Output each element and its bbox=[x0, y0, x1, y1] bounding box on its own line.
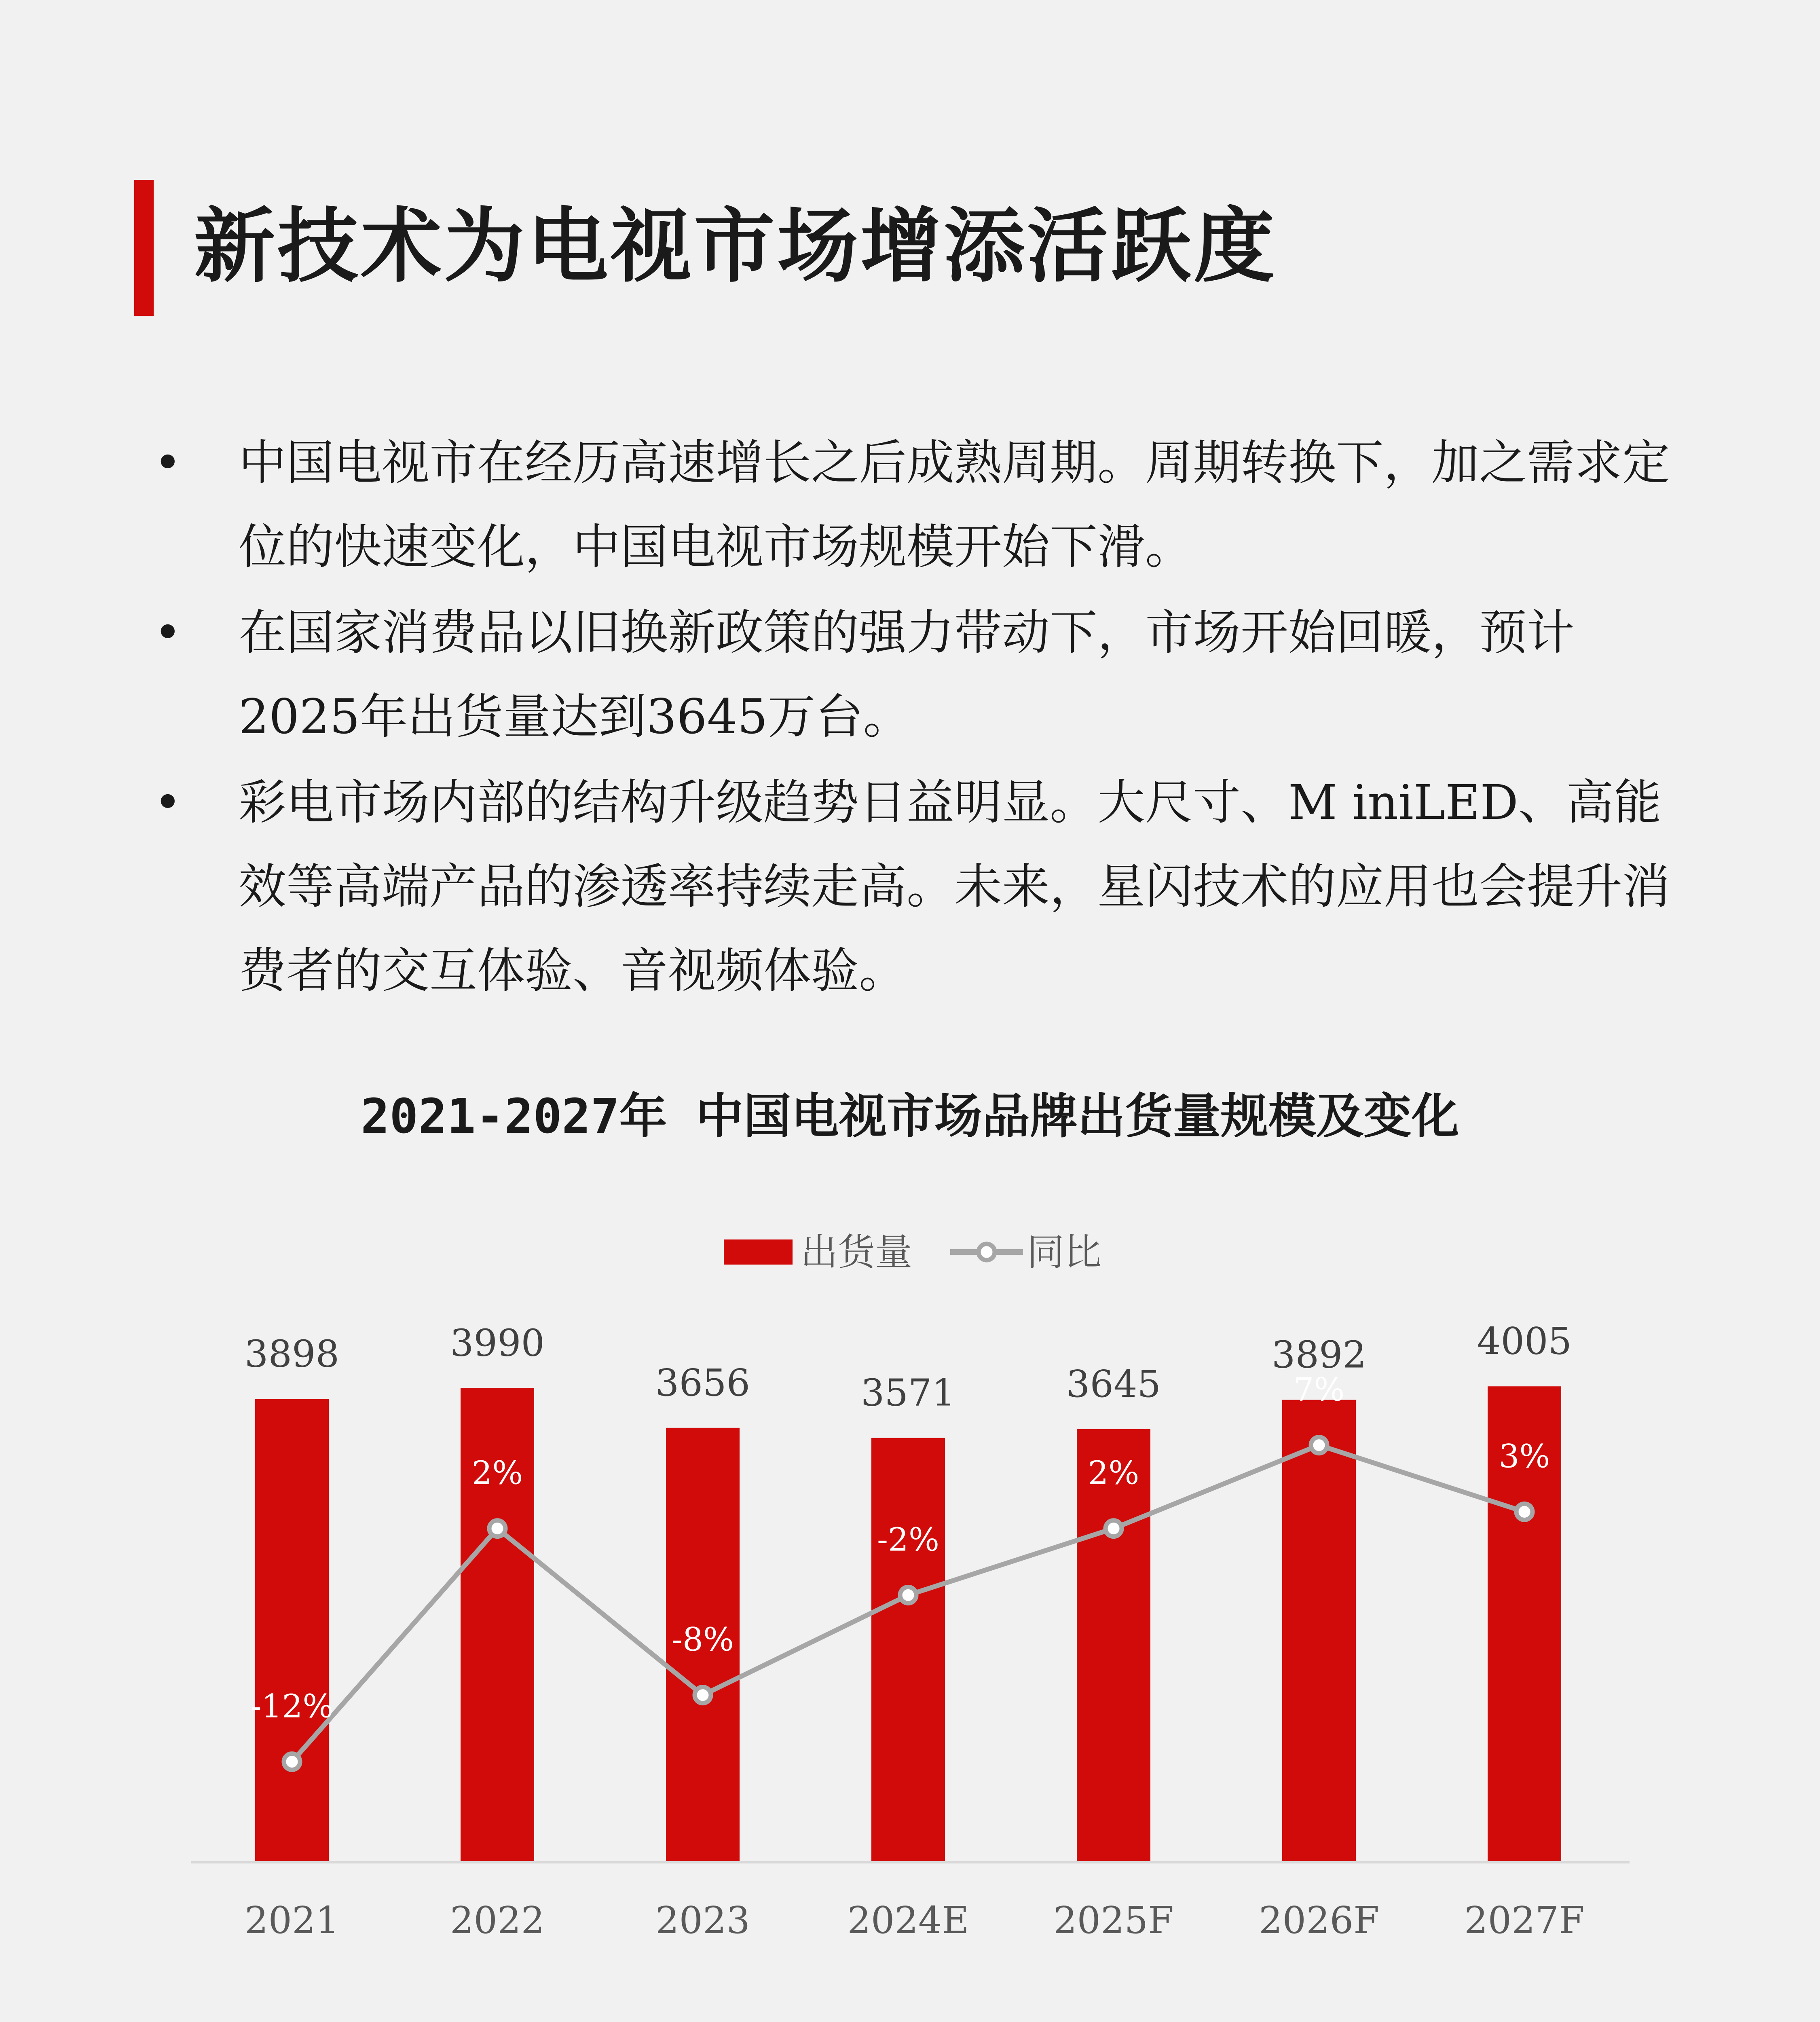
bullet-text: 彩电市场内部的结构升级趋势日益明显。大尺寸、M iniLED、高能效等高端产品的渗透率持续走高。未来，星闪技术的应用也会提升消费者的交互体验、音视频体验。 bbox=[239, 774, 1670, 998]
x-tick-label: 2022 bbox=[450, 1899, 545, 1942]
chart-legend bbox=[724, 1231, 1101, 1274]
bullet-dot-icon: • bbox=[154, 774, 182, 830]
x-axis-labels bbox=[245, 1899, 1585, 1942]
x-tick-label: 2026F bbox=[1259, 1899, 1379, 1942]
yoy-value-label: 7% bbox=[1293, 1371, 1345, 1409]
yoy-value-label: -8% bbox=[672, 1620, 734, 1658]
title-accent-bar bbox=[134, 180, 154, 316]
yoy-value-label: -12% bbox=[250, 1687, 334, 1725]
bullet-text: 中国电视市在经历高速增长之后成熟周期。周期转换下，加之需求定位的快速变化，中国电视市场规模开始下滑。 bbox=[239, 435, 1670, 575]
bar-2026F bbox=[1282, 1400, 1356, 1862]
bar-value-label: 3990 bbox=[450, 1321, 545, 1365]
bullet-item bbox=[154, 590, 1682, 759]
x-tick-label: 2021 bbox=[244, 1899, 340, 1942]
yoy-value-label: 3% bbox=[1499, 1437, 1550, 1475]
page-title: 新技术为电视市场增添活跃度 bbox=[194, 199, 1277, 294]
yoy-point bbox=[900, 1587, 916, 1603]
yoy-value-label: 2% bbox=[471, 1454, 523, 1492]
bullet-item bbox=[154, 760, 1682, 1013]
bar-value-label: 3645 bbox=[1066, 1362, 1161, 1406]
chart-title-text: 中国电视市场品牌出货量规模及变化 bbox=[695, 1088, 1459, 1144]
yoy-point bbox=[695, 1687, 711, 1703]
chart-title-year: 2021-2027年 bbox=[361, 1088, 667, 1144]
bar-value-label: 3892 bbox=[1271, 1333, 1367, 1377]
bar-2025F bbox=[1077, 1429, 1150, 1862]
yoy-point bbox=[489, 1521, 505, 1537]
legend-bar-swatch bbox=[724, 1239, 793, 1265]
bar-value-label: 3656 bbox=[655, 1361, 750, 1404]
yoy-point bbox=[284, 1753, 300, 1770]
bullet-dot-icon: • bbox=[154, 605, 182, 660]
legend-line-label: 同比 bbox=[1027, 1231, 1102, 1274]
x-tick-label: 2024E bbox=[847, 1899, 969, 1942]
bullet-dot-icon: • bbox=[154, 435, 182, 491]
yoy-value-label: 2% bbox=[1088, 1454, 1139, 1492]
bar-value-label: 3571 bbox=[860, 1371, 956, 1415]
bullet-list bbox=[154, 421, 1682, 1014]
bar-2024E bbox=[871, 1438, 945, 1862]
x-tick-label: 2023 bbox=[655, 1899, 750, 1942]
chart-title bbox=[0, 1084, 1820, 1148]
bullet-text: 在国家消费品以旧换新政策的强力带动下，市场开始回暖，预计2025年出货量达到3645万台。 bbox=[239, 605, 1575, 745]
yoy-point bbox=[1516, 1504, 1533, 1520]
yoy-point bbox=[1106, 1521, 1122, 1537]
legend-bar-label: 出货量 bbox=[801, 1231, 913, 1274]
bullet-item bbox=[154, 421, 1682, 589]
shipment-chart bbox=[0, 1193, 1820, 1961]
data-source-note bbox=[179, 2020, 886, 2022]
legend-line-marker bbox=[979, 1244, 995, 1260]
yoy-value-label: -2% bbox=[877, 1521, 939, 1559]
x-tick-label: 2027F bbox=[1464, 1899, 1585, 1942]
bar-value-label: 4005 bbox=[1477, 1320, 1572, 1363]
yoy-point bbox=[1311, 1437, 1327, 1453]
x-tick-label: 2025F bbox=[1053, 1899, 1174, 1942]
bar-value-label: 3898 bbox=[244, 1332, 340, 1376]
bar-2021 bbox=[255, 1399, 329, 1862]
